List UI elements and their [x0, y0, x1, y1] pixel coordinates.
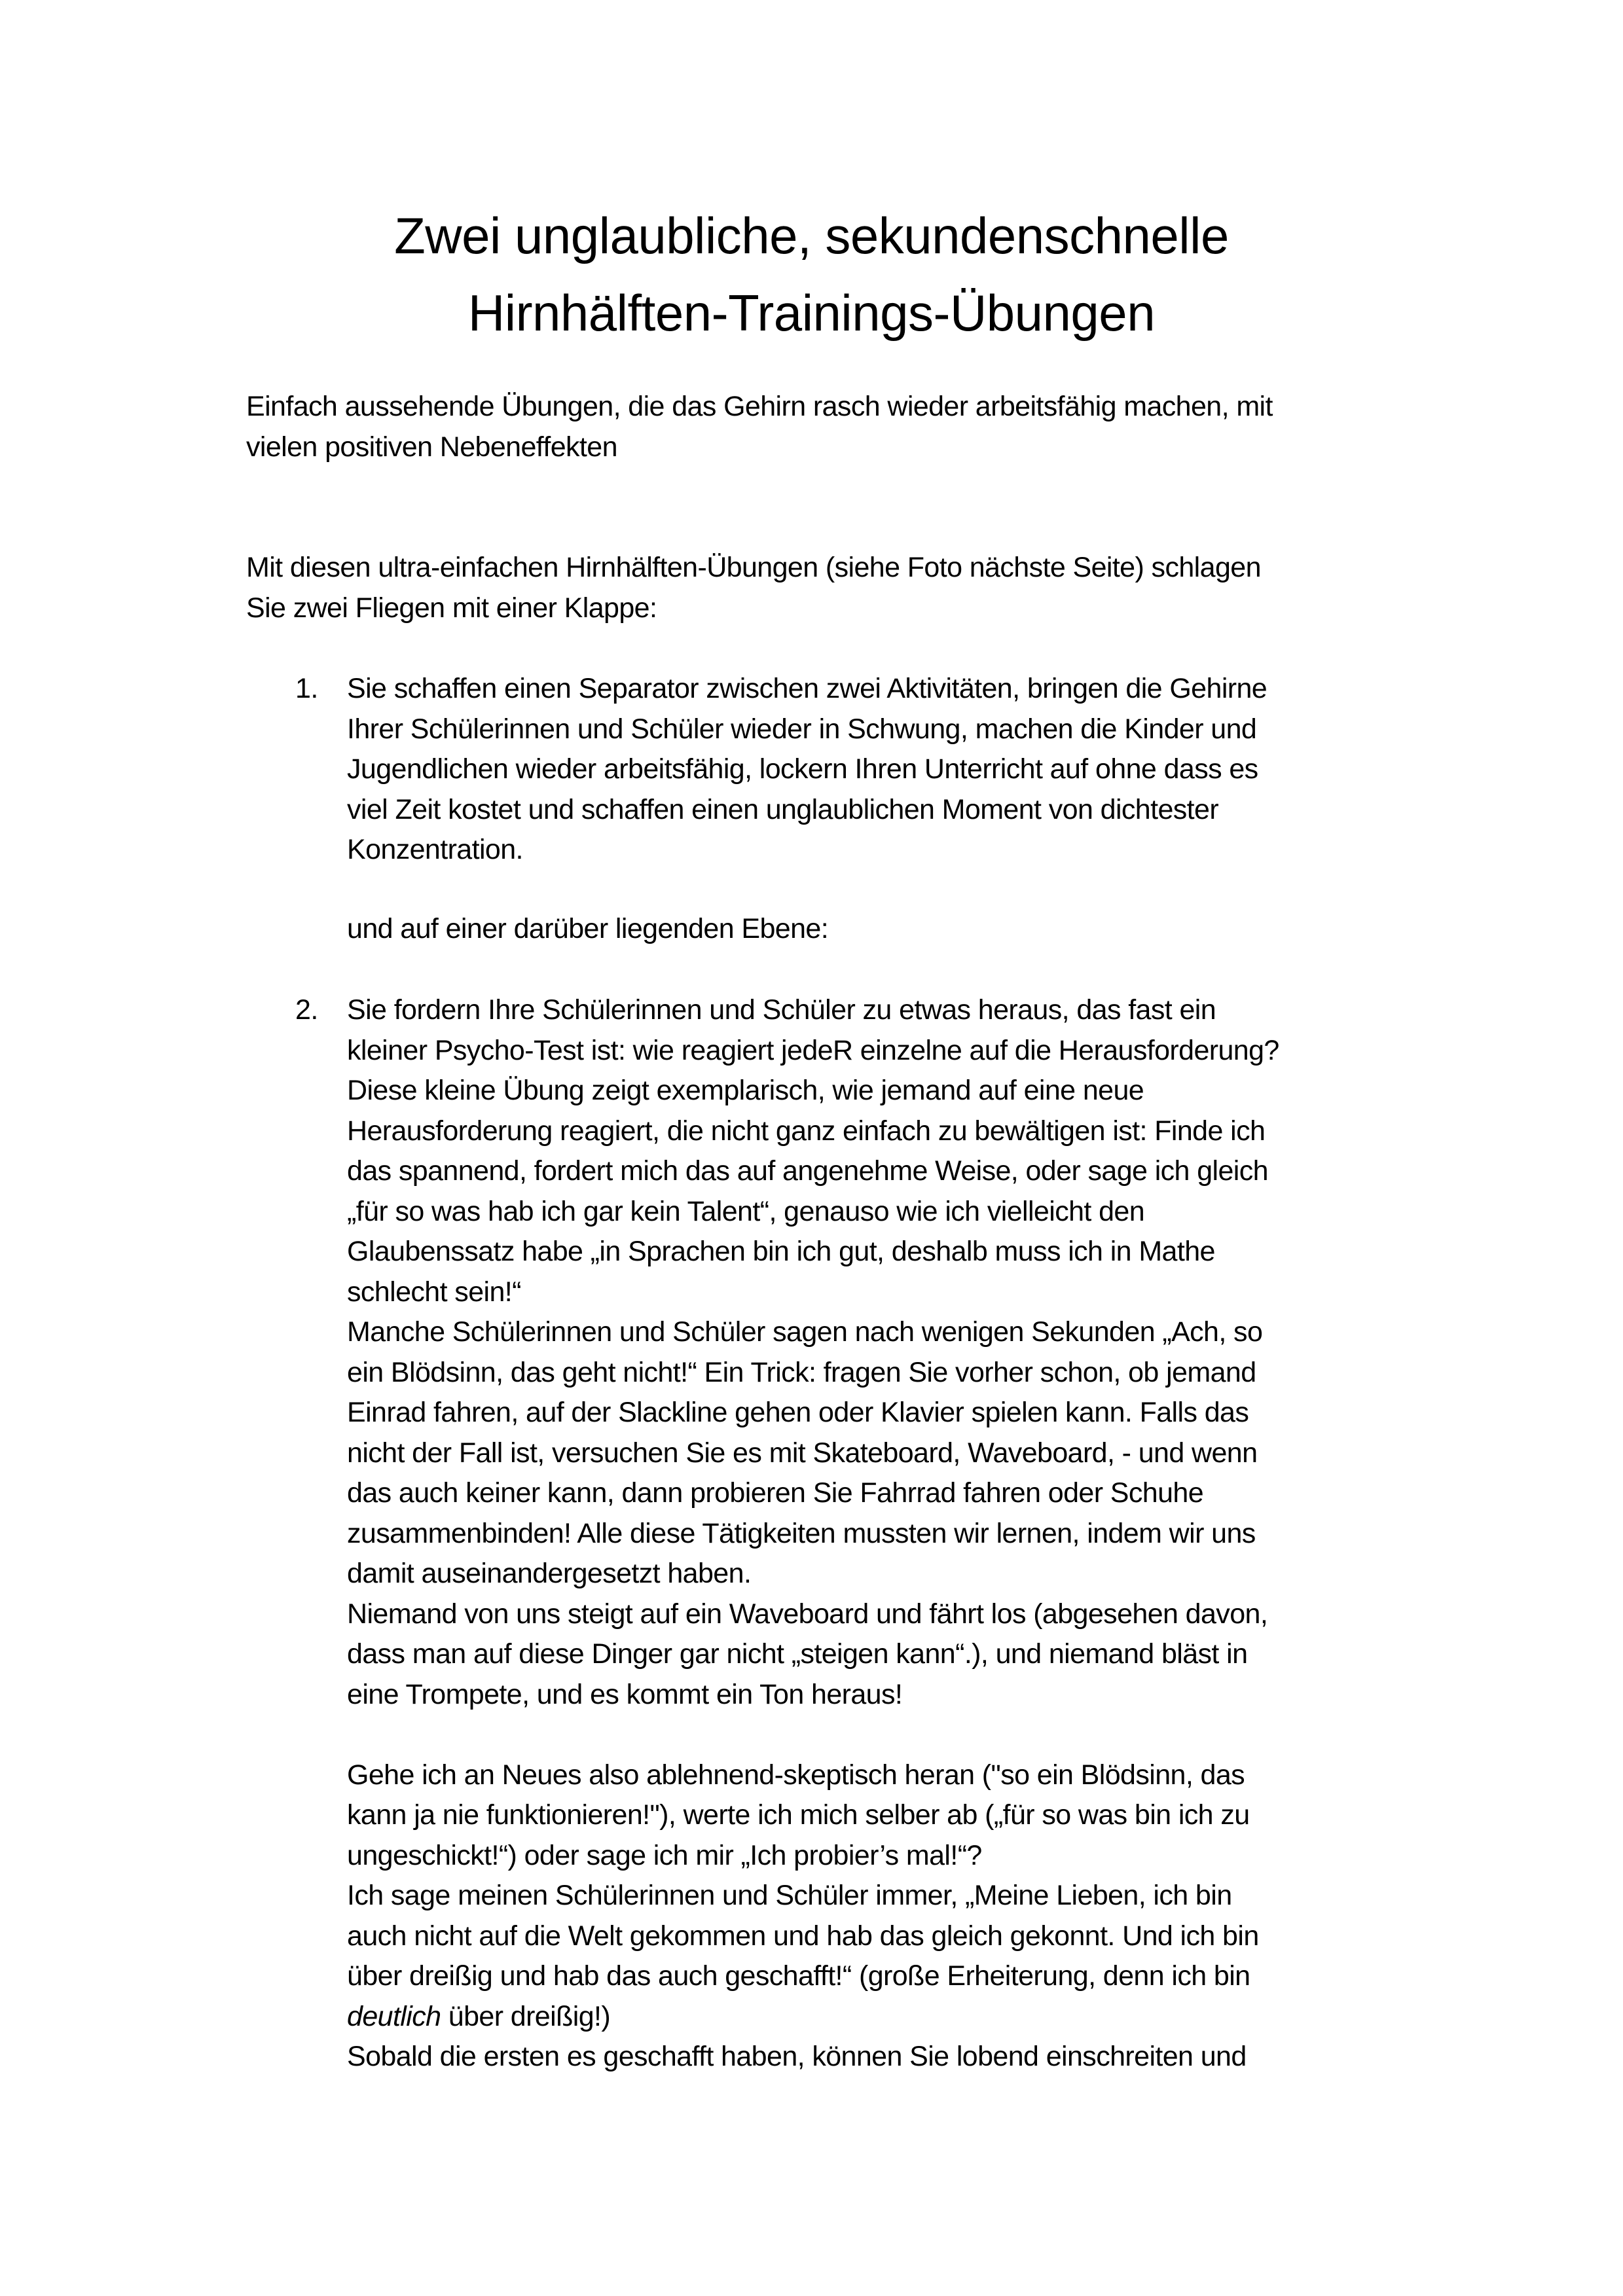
body-line: nicht der Fall ist, versuchen Sie es mit Skateboard, Waveboard, - und wenn: [347, 1437, 1258, 1469]
body-line: kann ja nie funktionieren!"), werte ich mich selber ab („für so was bin ich zu: [347, 1799, 1250, 1831]
body-line: Ihrer Schülerinnen und Schüler wieder in Schwung, machen die Kinder und: [347, 713, 1257, 745]
body-line: ungeschickt!“) oder sage ich mir „Ich probier’s mal!“?: [347, 1839, 982, 1871]
body-line: kleiner Psycho-Test ist: wie reagiert jedeR einzelne auf die Herausforderung?: [347, 1034, 1279, 1066]
body-line: Manche Schülerinnen und Schüler sagen nach wenigen Sekunden „Ach, so: [347, 1316, 1263, 1348]
body-text: über dreißig!): [441, 2000, 611, 2032]
document-title: [0, 197, 1623, 351]
list-number: 1.: [295, 673, 318, 704]
body-line: eine Trompete, und es kommt ein Ton heraus!: [347, 1678, 903, 1710]
title-line: Zwei unglaubliche, sekundenschnelle: [394, 207, 1229, 264]
body-line: Gehe ich an Neues also ablehnend-skeptisch heran ("so ein Blödsinn, das: [347, 1759, 1245, 1791]
emphasis-text: deutlich: [347, 2000, 441, 2032]
body-line: Niemand von uns steigt auf ein Waveboard und fährt los (abgesehen davon,: [347, 1598, 1268, 1630]
body-line: Glaubenssatz habe „in Sprachen bin ich gut, deshalb muss ich in Mathe: [347, 1236, 1215, 1267]
body-line: Sobald die ersten es geschafft haben, können Sie lobend einschreiten und: [347, 2041, 1247, 2072]
intro-line: Mit diesen ultra-einfachen Hirnhälften-Übungen (siehe Foto nächste Seite) schlagen: [246, 552, 1261, 583]
subtitle-line: vielen positiven Nebeneffekten: [246, 431, 617, 463]
body-line: ein Blödsinn, das geht nicht!“ Ein Trick: fragen Sie vorher schon, ob jemand: [347, 1356, 1256, 1388]
body-line: auch nicht auf die Welt gekommen und hab das gleich gekonnt. Und ich bin: [347, 1920, 1259, 1952]
body-line: das auch keiner kann, dann probieren Sie Fahrrad fahren oder Schuhe: [347, 1477, 1204, 1509]
body-line: damit auseinandergesetzt haben.: [347, 1558, 752, 1589]
body-line: Jugendlichen wieder arbeitsfähig, lockern Ihren Unterricht auf ohne dass es: [347, 753, 1258, 785]
body-line: Sie schaffen einen Separator zwischen zwei Aktivitäten, bringen die Gehirne: [347, 673, 1267, 704]
body-line: Einrad fahren, auf der Slackline gehen oder Klavier spielen kann. Falls das: [347, 1397, 1249, 1428]
body-line: Herausforderung reagiert, die nicht ganz einfach zu bewältigen ist: Finde ich: [347, 1115, 1266, 1147]
subtitle-line: Einfach aussehende Übungen, die das Gehirn rasch wieder arbeitsfähig machen, mit: [246, 391, 1273, 422]
body-line: [347, 1997, 1408, 2037]
blank-line: [347, 1715, 1408, 1755]
list-number: 2.: [295, 994, 318, 1026]
subtitle: [246, 387, 1398, 467]
body-line: dass man auf diese Dinger gar nicht „steigen kann“.), und niemand bläst in: [347, 1638, 1248, 1670]
body-line: zusammenbinden! Alle diese Tätigkeiten mussten wir lernen, indem wir uns: [347, 1517, 1256, 1549]
between-line: und auf einer darüber liegenden Ebene:: [347, 913, 829, 944]
body-line: das spannend, fordert mich das auf angenehme Weise, oder sage ich gleich: [347, 1155, 1268, 1187]
body-line: Diese kleine Übung zeigt exemplarisch, wie jemand auf eine neue: [347, 1075, 1144, 1106]
body-line: viel Zeit kostet und schaffen einen unglaublichen Moment von dichtester: [347, 793, 1219, 825]
body-line: Ich sage meinen Schülerinnen und Schüler immer, „Meine Lieben, ich bin: [347, 1880, 1232, 1911]
body-line: schlecht sein!“: [347, 1276, 521, 1308]
body-line: Konzentration.: [347, 834, 523, 865]
body-line: über dreißig und hab das auch geschafft!“ (große Erheiterung, denn ich bin: [347, 1960, 1250, 1992]
intro-paragraph: [246, 548, 1398, 628]
intro-line: Sie zwei Fliegen mit einer Klappe:: [246, 592, 657, 624]
title-line: Hirnhälften-Trainings-Übungen: [467, 284, 1156, 342]
body-line: „für so was hab ich gar kein Talent“, genauso wie ich vielleicht den: [347, 1195, 1145, 1227]
body-line: Sie fordern Ihre Schülerinnen und Schüler zu etwas heraus, das fast ein: [347, 994, 1216, 1026]
